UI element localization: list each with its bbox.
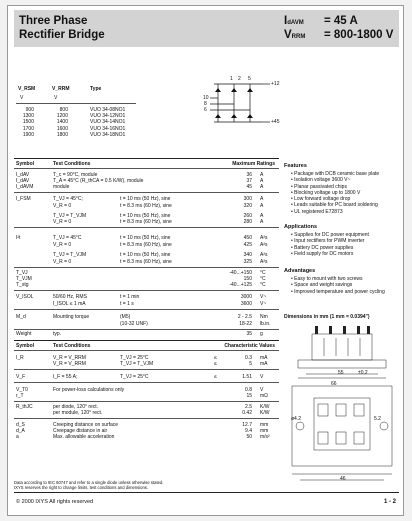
char-row-unit: m/s² [260,434,270,440]
char-row-symbol: V_F [16,374,26,380]
datasheet-page [7,5,404,516]
max-row-unit: °C [260,282,266,288]
char-row-divider [14,401,279,402]
feature-item: • Package with DCB ceramic base plate [291,171,380,177]
schematic-label-1: 1 [230,76,233,82]
max-row-condition: 50/60 Hz, RMS [53,294,87,300]
max-row-divider [14,309,279,310]
spec-current-sub: dAVM [287,20,304,26]
char-row-condition: Creeping distance on surface [53,422,119,428]
max-col-symbol: Symbol [16,161,35,167]
advantage-item: • Improved temperature and power cycling [291,288,385,295]
max-row-value: 3600 [240,301,252,307]
char-row-condition: V_R = V_RRM [53,355,86,361]
max-row-symbol: I_FSM [16,196,31,202]
application-item: • Battery DC power supplies [291,244,354,251]
char-row-condition2: T_VJ = 25°C [120,374,149,380]
max-row-unit: g [260,331,263,337]
char-row-unit: mm [260,428,269,434]
max-row-divider [14,192,279,193]
max-row-unit: lb.in. [260,321,271,327]
max-row-unit: A [260,203,264,209]
char-row-symbol: d_A [16,428,25,434]
max-row-value: 35 [246,331,252,337]
types-cell-type: VUO 34-08NO1 [90,107,126,113]
max-row-condition: T_VJ = T_VJM [53,252,87,258]
types-cell-type: VUO 34-14NO1 [90,119,126,126]
char-row-condition: Creepage distance in air [53,428,108,434]
max-row-value: 300 [243,196,252,202]
max-col-value: Maximum Ratings [232,161,275,167]
max-row-condition: T_c = 90°C, module [53,172,98,178]
types-divider [16,103,136,104]
max-row-unit: A [260,184,264,190]
spec-current-value: = 45 A [324,15,358,27]
max-row-condition2: t = 8.3 ms (60 Hz), sine [120,242,172,248]
char-row-unit: mA [260,355,268,361]
char-row-condition2: T_VJ = T_VJM [120,361,154,367]
char-row-value: 15 [246,393,252,399]
footer-rule [14,492,399,493]
types-header-vrsm: V_RSM [18,86,36,92]
char-row-value: 12.7 [242,422,252,428]
max-row-unit: A [260,213,264,219]
application-item: • Supplies for DC power equipment [291,232,369,238]
max-row-symbol: V_ISOL [16,294,34,300]
max-row-condition: T_A = 45°C (R_thCA = 0.5 K/W), module [53,178,144,184]
char-row-unit: mΩ [260,393,268,399]
char-row-unit: K/W [260,410,270,416]
max-row-value: 18-22 [239,321,252,327]
char-row-condition: Max. allowable acceleration [53,434,115,440]
char-row-divider [14,418,279,419]
applications-heading: Applications [284,224,318,230]
max-row-value: 150 [243,276,252,282]
types-cell-vrsm: 1300 [22,113,34,120]
max-row-condition: T_VJ = 45°C; [53,196,83,202]
advantage-item: • Easy to mount with two screws [291,276,363,282]
schematic-label-plus45: +45 [271,119,280,125]
max-row-unit: V~ [260,294,267,300]
char-row-value: 1.51 [242,374,252,380]
types-cell-type: VUO 34-18NO1 [90,131,126,138]
types-header-type: Type [90,86,102,92]
max-row-value: 36 [246,172,252,178]
feature-item: • Planar passivated chips [291,183,347,190]
feature-item: • UL registered E72873 [291,208,343,215]
max-row-condition2: t = 8.3 ms (60 Hz), sine [120,203,172,209]
char-row-condition: I_F = 55 A; [53,374,78,380]
max-row-symbol: I_dAVM [16,184,34,190]
max-row-condition2: t = 10 ms (50 Hz), sine [120,252,171,258]
schematic-label-10: 10 [203,95,209,101]
max-row-unit: A [260,172,264,178]
types-unit-vrsm: V [20,95,24,101]
application-item: • Input rectifiers for PWM inverter [291,238,365,245]
char-row-condition: per diode, 120° rect. [53,404,99,410]
types-cell-type: VUO 34-16NO1 [90,125,126,132]
char-row-condition: per module, 120° rect. [53,410,103,416]
max-row-value: 425 [243,242,252,248]
char-row-unit: K/W [260,404,270,410]
char-col-value: Characteristic Values [224,343,275,349]
max-row-value: 340 [243,252,252,258]
char-row-value: 50 [246,434,252,440]
char-row-unit: mA [260,361,268,367]
schematic-label-plus12: +12 [271,81,280,87]
char-row-symbol: R_thJC [16,404,33,410]
max-row-unit: V~ [260,301,267,307]
max-ratings-top-rule [14,158,279,159]
char-row-unit: V [260,387,264,393]
max-row-symbol: I²t [16,235,21,241]
char-row-unit: V [260,374,264,380]
char-row-value: 0.3 [245,355,252,361]
types-cell-type: VUO 34-12NO1 [90,113,126,120]
max-row-value: 37 [246,178,252,184]
max-row-condition2: t = 10 ms (50 Hz), sine [120,235,171,241]
types-cell-vrrm: 1200 [56,113,68,120]
dim-label-hole: ø4.2 [291,416,302,422]
schematic-label-5: 5 [248,76,251,82]
page-number: 1 - 2 [383,499,396,505]
char-row-symbol: I_R [16,355,24,361]
advantage-item: • Space and weight savings [291,282,353,289]
max-row-condition2: t = 10 ms (50 Hz), sine [120,196,171,202]
char-row-value: 2.5 [245,404,252,410]
spec-voltage-symbol: V [284,29,292,41]
max-row-unit: Nm [260,314,268,320]
max-row-value: 325 [243,259,252,265]
feature-item: • Isolation voltage 3600 V~ [291,177,351,184]
max-row-condition2: t = 1 s [120,301,134,307]
char-row-value: 9.4 [245,428,252,434]
types-cell-vrsm: 1700 [22,125,34,132]
max-row-value: 3000 [240,294,252,300]
copyright: © 2000 IXYS All rights reserved [16,499,94,505]
dim-label-46: 46 [340,476,346,482]
dim-label-tol: ±0.2 [358,370,368,376]
features-list [291,171,399,215]
types-cell-vrrm: 1400 [56,119,68,126]
title-line-2: Rectifier Bridge [19,29,105,41]
char-row-symbol: d_S [16,422,25,428]
types-cell-vrsm: 1500 [22,119,34,126]
char-values-header-rule [14,350,279,351]
char-row-condition2: T_VJ = 25°C [120,355,149,361]
char-row-symbol: V_T0 [16,387,28,393]
char-col-symbol: Symbol [16,343,35,349]
footnote-2: IXYS reserves the right to change limits, test conditions and dimensions. [14,485,149,490]
char-row-value: 5 [249,361,252,367]
types-unit-vrrm: V [54,95,58,101]
max-row-condition: V_R = 0 [53,242,72,248]
max-row-divider [14,329,279,330]
char-values-top-rule [14,340,279,341]
max-row-condition: I_ISOL ≤ 1 mA [53,301,86,307]
features-heading: Features [284,163,307,169]
max-row-value: 320 [243,203,252,209]
max-row-condition: V_R = 0 [53,219,72,225]
types-cell-vrsm: 900 [25,107,34,113]
char-row-value: 0.8 [245,387,252,393]
advantages-heading: Advantages [284,268,316,274]
dimensions-heading: Dimensions in mm (1 mm = 0.0394") [284,314,370,320]
advantages-list [291,276,399,295]
max-row-symbol: T_VJ [16,270,28,276]
types-cell-vrrm: 1600 [56,125,68,132]
max-row-unit: °C [260,276,266,282]
max-row-unit: A [260,196,264,202]
types-cell-vrsm: 1900 [22,131,34,138]
char-row-value: 0.42 [242,410,252,416]
max-row-condition: V_R = 0 [53,203,72,209]
char-row-divider [14,369,279,370]
max-row-symbol: I_dAV [16,172,30,178]
max-row-divider [14,267,279,268]
application-item: • Field supply for DC motors [291,250,354,257]
rectifier-schematic [204,78,278,126]
max-row-symbol: Weight [16,331,32,337]
title-line-1: Three Phase [19,15,88,27]
dim-label-5-2: 5.2 [374,416,381,422]
max-row-condition2: (M5) [120,314,131,320]
max-row-unit: A²s [260,252,268,258]
char-row-operator: ≤ [214,361,217,367]
max-row-unit: A²s [260,235,268,241]
char-row-operator: ≤ [214,355,217,361]
max-row-divider [14,290,279,291]
max-row-condition2: (10-32 UNF) [120,321,148,327]
types-cell-vrrm: 800 [59,107,68,113]
dim-label-55: 55 [338,370,344,376]
max-row-value: -40...+125 [229,282,252,288]
max-row-symbol: T_VJM [16,276,32,282]
max-row-condition2: t = 8.3 ms (60 Hz), sine [120,259,172,265]
max-row-condition: T_VJ = 45°C [53,235,82,241]
spec-voltage [284,28,394,44]
types-cell-vrrm: 1800 [56,131,68,138]
char-col-conditions: Test Conditions [53,343,91,349]
max-row-unit: A [260,219,264,225]
max-row-value: 280 [243,219,252,225]
char-row-operator: ≤ [214,374,217,380]
max-row-symbol: I_dAV [16,178,30,184]
spec-voltage-value: = 800-1800 V [324,29,394,41]
max-row-unit: A [260,178,264,184]
max-row-condition2: t = 8.3 ms (60 Hz), sine [120,219,172,225]
max-row-value: 2 - 2.5 [237,314,252,320]
applications-list [291,232,399,257]
max-row-condition: module [53,184,70,190]
schematic-label-2: 2 [238,76,241,82]
char-row-symbol: a [16,434,19,440]
max-row-value: 260 [243,213,252,219]
max-row-condition: typ. [53,331,62,337]
max-row-unit: A²s [260,242,268,248]
max-row-condition2: t = 1 min [120,294,140,300]
max-row-condition: Mounting torque [53,314,90,320]
char-row-divider [14,382,279,383]
dim-label-66: 66 [331,381,337,387]
header-bar [14,10,399,47]
max-row-unit: °C [260,270,266,276]
schematic-label-6: 6 [204,107,207,113]
footnote-1: Data according to IEC 60747 and refer to a single diode unless otherwise stated. [14,480,164,485]
types-header-vrrm: V_RRM [52,86,70,92]
spec-current-symbol: I [284,15,288,27]
feature-item: • Leads suitable for PC board soldering [291,202,378,209]
max-row-value: 450 [243,235,252,241]
feature-item: • Blocking voltage up to 1800 V [291,189,361,196]
max-ratings-header-rule [14,168,279,169]
char-row-condition: V_R = V_RRM [53,361,86,367]
max-row-condition: V_R = 0 [53,259,72,265]
spec-voltage-sub: RRM [291,34,306,40]
feature-item: • Low forward voltage drop [291,196,351,203]
dimension-drawing [284,324,402,486]
max-row-symbol: T_stg [16,282,29,288]
max-row-value: -40...+150 [229,270,252,276]
max-row-value: 45 [246,184,252,190]
max-row-divider [14,227,279,228]
char-row-unit: mm [260,422,269,428]
char-row-condition: For power-loss calculations only [53,387,125,393]
max-row-condition: T_VJ = T_VJM [53,213,87,219]
max-row-symbol: M_d [16,314,26,320]
schematic-label-8: 8 [204,101,207,107]
char-row-symbol: r_T [16,393,24,399]
max-row-unit: A²s [260,259,268,265]
max-row-condition2: t = 10 ms (50 Hz), sine [120,213,171,219]
max-col-conditions: Test Conditions [53,161,91,167]
